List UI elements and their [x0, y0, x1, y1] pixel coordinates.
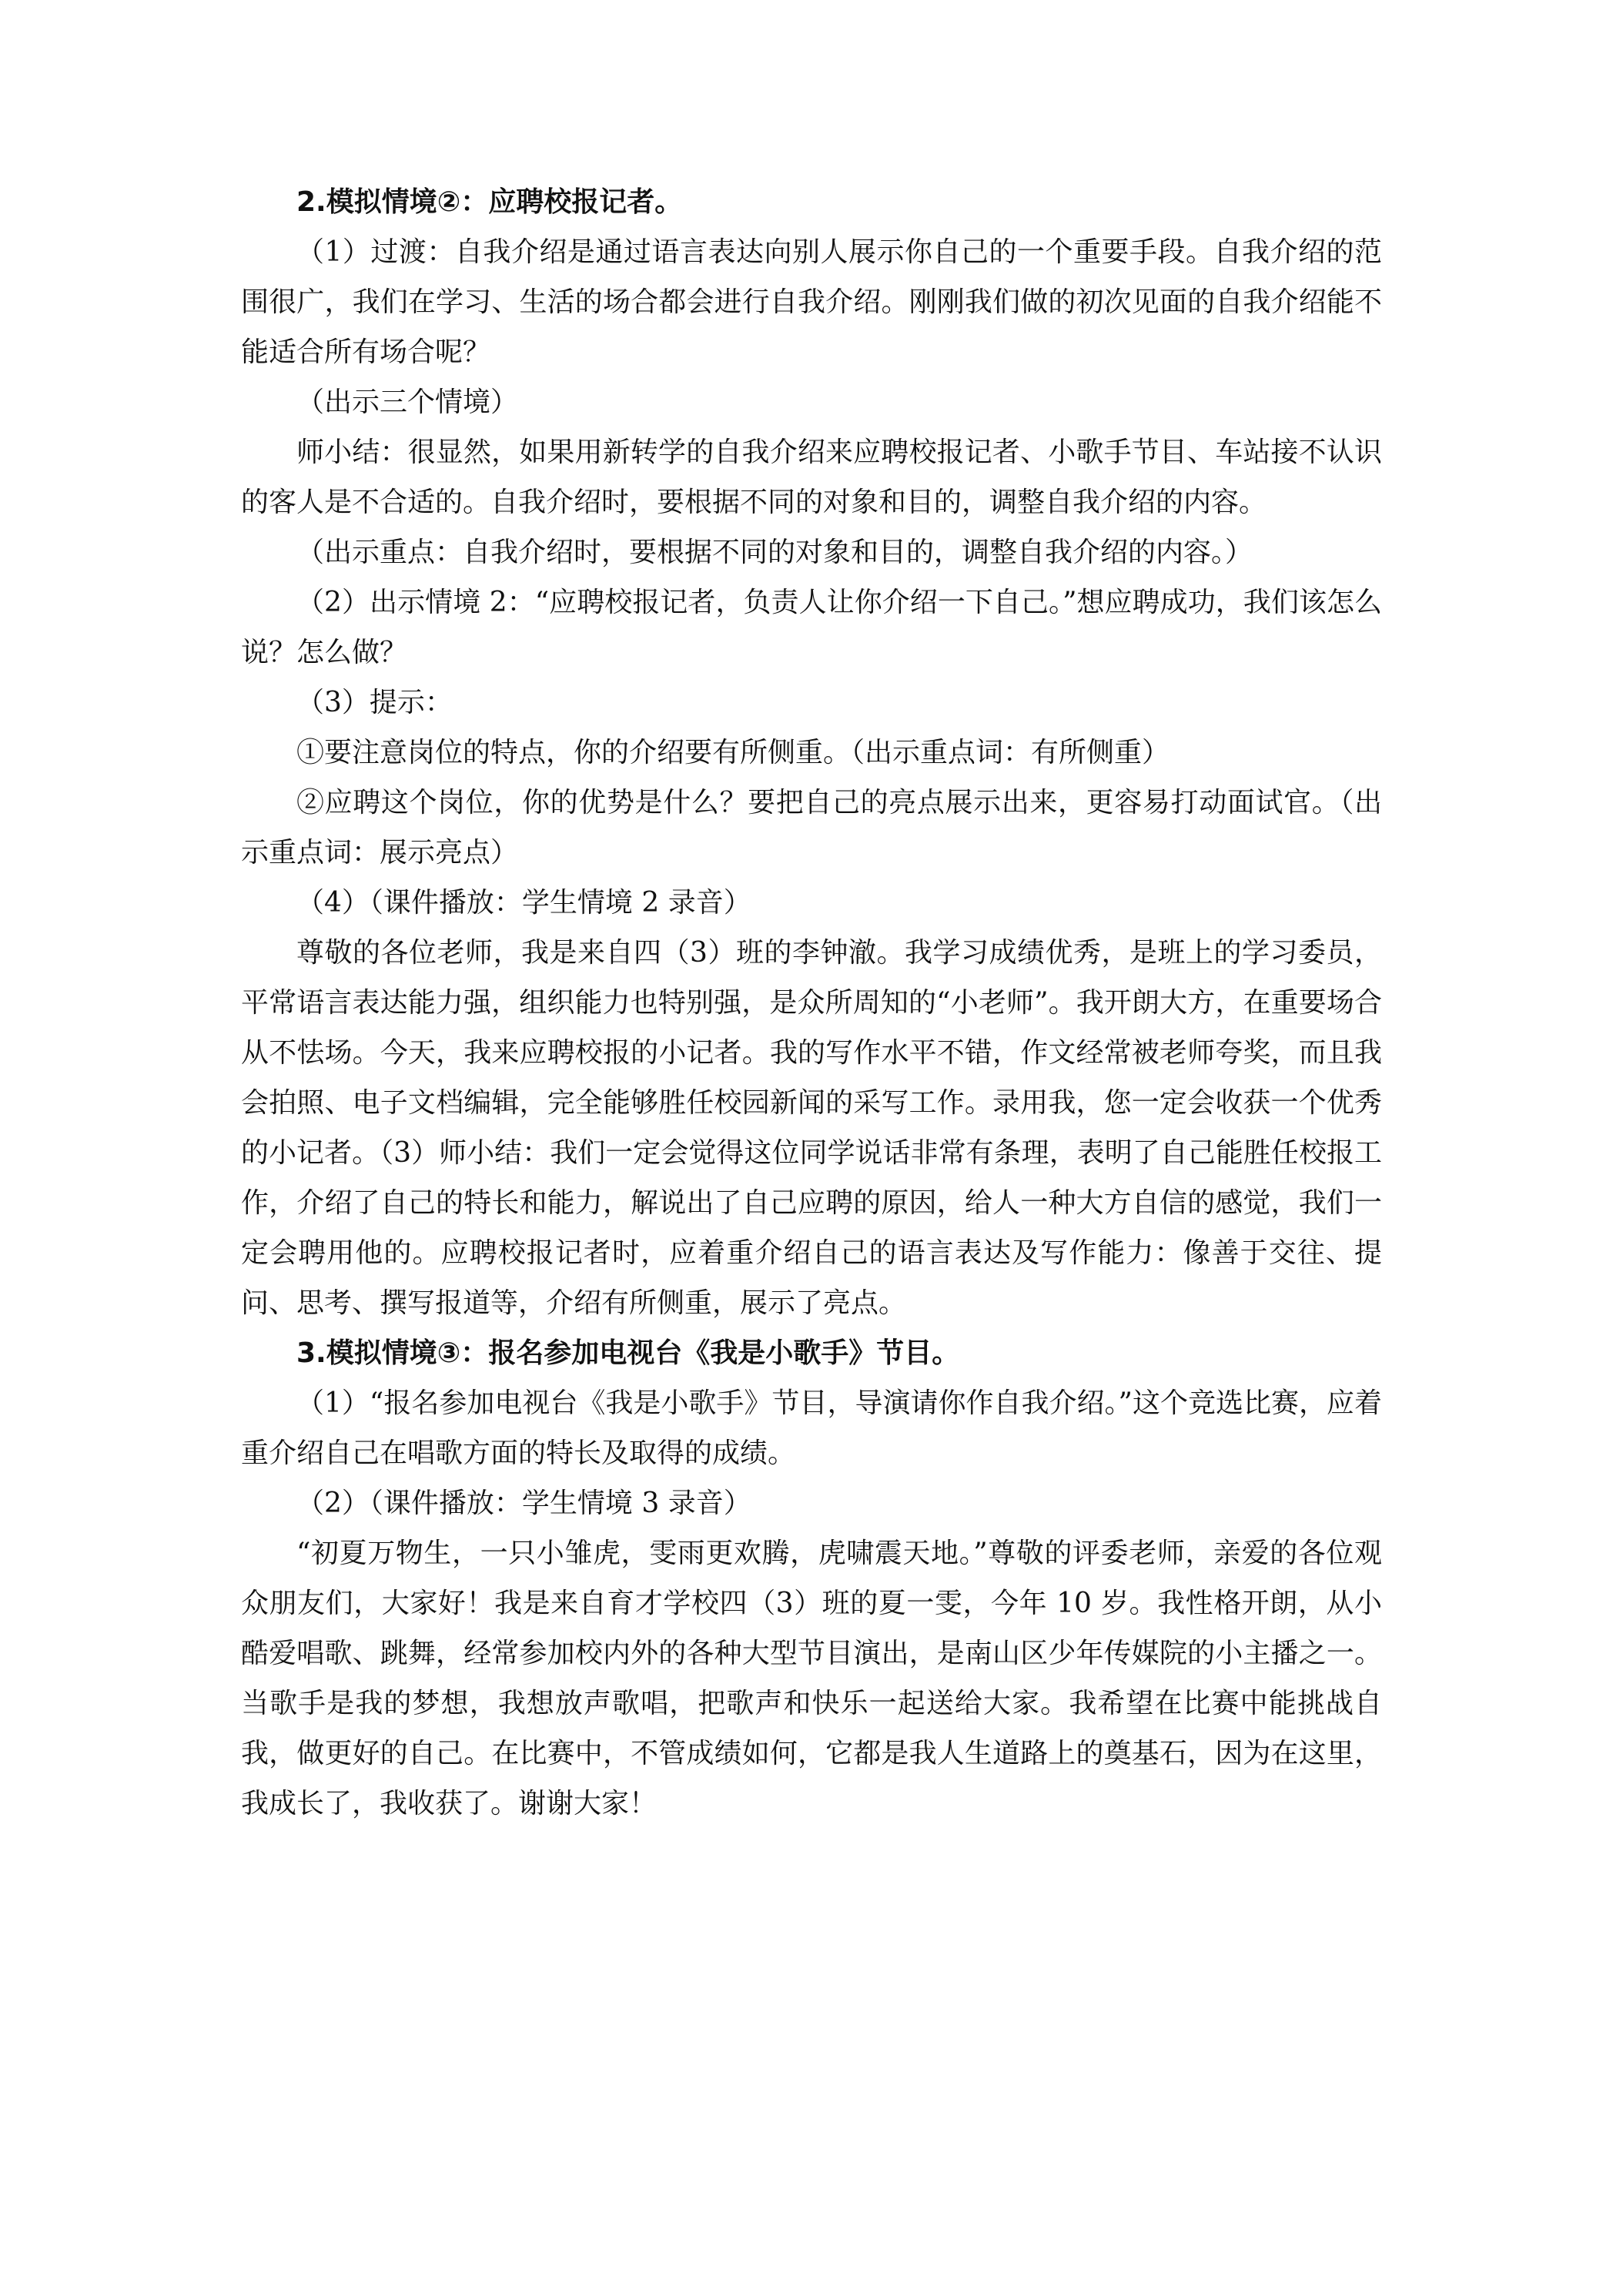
paragraph-student-speech-2: 尊敬的各位老师，我是来自四（3）班的李钟澈。我学习成绩优秀，是班上的学习委员，平常语言表达能力强，组织能力也特别强，是众所周知的“小老师”。我开朗大方，在重要场合从不怯场。今天，我来应聘校报的小记者。我的写作水平不错，作文经常被老师夸奖，而且我会拍照、电子文档编辑，完全能够胜任校园新闻的采写工作。录用我，您一定会收获一个优秀的小记者。（3）师小结：我们一定会觉得这位同学说话非常有条理，表明了自己能胜任校报工作，介绍了自己的特长和能力，解说出了自己应聘的原因，给人一种大方自信的感觉，我们一定会聘用他的。应聘校报记者时，应着重介绍自己的语言表达及写作能力：像善于交往、提问、思考、撰写报道等，介绍有所侧重，展示了亮点。 [241, 937, 1382, 1319]
section-heading-scenario-2: 2.模拟情境②：应聘校报记者。 [296, 186, 683, 218]
paragraph-courseware-recording-2: （4）（课件播放：学生情境 2 录音） [296, 887, 751, 919]
paragraph-student-speech-3: “初夏万物生，一只小雏虎，雯雨更欢腾，虎啸震天地。”尊敬的评委老师，亲爱的各位观众朋友们，大家好！我是来自育才学校四（3）班的夏一雯，今年 10 岁。我性格开朗，从小酷爱唱歌、跳舞，经常参加校内外的各种大型节目演出，是南山区少年传媒院的小主播之一。当歌手是我的梦想，我想放声歌唱，把歌声和快乐一起送给大家。我希望在比赛中能挑战自我，做更好的自己。在比赛中，不管成绩如何，它都是我人生道路上的奠基石，因为在这里，我成长了，我收获了。谢谢大家！ [241, 1538, 1382, 1819]
paragraph-hint-label: （3）提示： [296, 687, 453, 718]
document-page [241, 177, 1382, 1829]
paragraph-scenario-3-prompt: （1）“报名参加电视台《我是小歌手》节目，导演请你作自我介绍。”这个竞选比赛，应着重介绍自己在唱歌方面的特长及取得的成绩。 [241, 1387, 1382, 1469]
paragraph-show-three-scenarios: （出示三个情境） [296, 387, 519, 418]
section-heading-scenario-3: 3.模拟情境③：报名参加电视台《我是小歌手》节目。 [296, 1337, 960, 1369]
paragraph-teacher-summary: 师小结：很显然，如果用新转学的自我介绍来应聘校报记者、小歌手节目、车站接不认识的客人是不合适的。自我介绍时，要根据不同的对象和目的，调整自我介绍的内容。 [241, 437, 1382, 518]
paragraph-transition: （1）过渡：自我介绍是通过语言表达向别人展示你自己的一个重要手段。自我介绍的范围很广，我们在学习、生活的场合都会进行自我介绍。刚刚我们做的初次见面的自我介绍能不能适合所有场合呢？ [241, 236, 1382, 368]
paragraph-scenario-2-prompt: （2）出示情境 2：“应聘校报记者，负责人让你介绍一下自己。”想应聘成功，我们该怎么说？怎么做？ [241, 587, 1382, 668]
paragraph-hint-1: ①要注意岗位的特点，你的介绍要有所侧重。（出示重点词：有所侧重） [296, 737, 1170, 768]
paragraph-courseware-recording-3: （2）（课件播放：学生情境 3 录音） [296, 1488, 751, 1519]
paragraph-key-point: （出示重点：自我介绍时，要根据不同的对象和目的，调整自我介绍的内容。） [296, 537, 1253, 568]
paragraph-hint-2: ②应聘这个岗位，你的优势是什么？要把自己的亮点展示出来，更容易打动面试官。（出示重点词：展示亮点） [241, 787, 1382, 869]
